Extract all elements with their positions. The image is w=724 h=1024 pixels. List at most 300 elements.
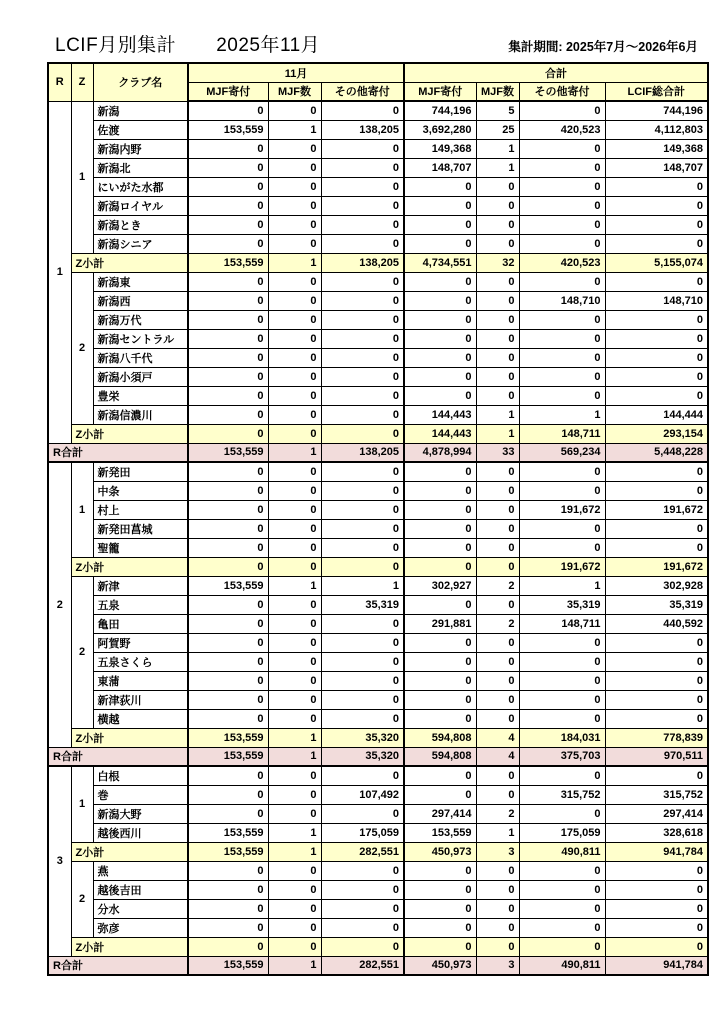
value-cell: 5,448,228 [605,443,708,462]
value-cell: 35,320 [321,747,404,766]
value-cell: 148,710 [605,291,708,310]
value-cell: 1 [476,158,519,177]
value-cell: 1 [268,842,321,861]
col-header-club: クラブ名 [93,63,188,101]
value-cell: 0 [188,291,268,310]
value-cell: 1 [476,424,519,443]
region-total-label: R合計 [48,443,188,462]
value-cell: 0 [476,329,519,348]
value-cell: 0 [605,481,708,500]
value-cell: 0 [188,804,268,823]
value-cell: 0 [188,196,268,215]
value-cell: 148,710 [519,291,605,310]
value-cell: 2 [476,614,519,633]
club-name-cell: 新発田菖城 [93,519,188,538]
value-cell: 153,559 [188,956,268,975]
value-cell: 0 [476,709,519,728]
value-cell: 0 [321,880,404,899]
value-cell: 0 [519,215,605,234]
value-cell: 1 [268,747,321,766]
value-cell: 0 [188,272,268,291]
value-cell: 0 [321,462,404,481]
value-cell: 0 [476,595,519,614]
value-cell: 0 [404,633,476,652]
value-cell: 0 [321,291,404,310]
value-cell: 293,154 [605,424,708,443]
value-cell: 0 [605,633,708,652]
value-cell: 0 [268,462,321,481]
report-month: 2025年11月 [216,35,321,56]
value-cell: 1 [476,139,519,158]
value-cell: 1 [268,120,321,139]
club-name-cell: 新潟 [93,101,188,120]
value-cell: 0 [519,519,605,538]
value-cell: 0 [268,614,321,633]
value-cell: 302,927 [404,576,476,595]
value-cell: 0 [321,766,404,785]
club-name-cell: 五泉 [93,595,188,614]
col-header-total-other-donation: その他寄付 [519,82,605,101]
value-cell: 1 [519,576,605,595]
value-cell: 0 [188,424,268,443]
value-cell: 0 [476,386,519,405]
value-cell: 0 [321,481,404,500]
value-cell: 0 [321,386,404,405]
value-cell: 0 [188,386,268,405]
table-row [48,158,708,177]
value-cell: 0 [404,177,476,196]
club-name-cell: 新潟東 [93,272,188,291]
value-cell: 0 [268,424,321,443]
value-cell: 0 [321,139,404,158]
value-cell: 1 [268,823,321,842]
value-cell: 0 [519,937,605,956]
value-cell: 450,973 [404,842,476,861]
club-name-cell: 新潟八千代 [93,348,188,367]
club-name-cell: 豊栄 [93,386,188,405]
value-cell: 0 [268,766,321,785]
value-cell: 0 [188,538,268,557]
club-name-cell: 新津 [93,576,188,595]
value-cell: 0 [404,196,476,215]
club-name-cell: にいがた水都 [93,177,188,196]
value-cell: 0 [188,880,268,899]
value-cell: 0 [188,348,268,367]
value-cell: 0 [404,519,476,538]
value-cell: 0 [476,234,519,253]
table-row [48,348,708,367]
value-cell: 0 [404,557,476,576]
value-cell: 0 [321,101,404,120]
value-cell: 315,752 [519,785,605,804]
value-cell: 148,711 [519,614,605,633]
value-cell: 0 [268,652,321,671]
value-cell: 35,320 [321,728,404,747]
value-cell: 4 [476,747,519,766]
value-cell: 153,559 [188,120,268,139]
value-cell: 0 [321,158,404,177]
value-cell: 450,973 [404,956,476,975]
club-name-cell: 新潟小須戸 [93,367,188,386]
value-cell: 148,707 [605,158,708,177]
club-name-cell: 新津荻川 [93,690,188,709]
value-cell: 0 [321,329,404,348]
value-cell: 315,752 [605,785,708,804]
value-cell: 0 [321,671,404,690]
value-cell: 0 [321,861,404,880]
value-cell: 0 [268,709,321,728]
value-cell: 0 [268,367,321,386]
value-cell: 0 [321,215,404,234]
table-row [48,671,708,690]
zone-subtotal-label: Z小計 [71,557,188,576]
value-cell: 0 [268,633,321,652]
value-cell: 0 [476,272,519,291]
value-cell: 0 [476,348,519,367]
zone-subtotal-label: Z小計 [71,253,188,272]
region-total-label: R合計 [48,747,188,766]
value-cell: 0 [605,386,708,405]
table-row [48,120,708,139]
value-cell: 0 [519,918,605,937]
club-name-cell: 佐渡 [93,120,188,139]
value-cell: 297,414 [404,804,476,823]
value-cell: 0 [404,272,476,291]
value-cell: 1 [476,823,519,842]
value-cell: 0 [605,519,708,538]
value-cell: 0 [268,234,321,253]
value-cell: 3,692,280 [404,120,476,139]
region-total-row [48,956,708,975]
club-name-cell: 分水 [93,899,188,918]
value-cell: 0 [476,766,519,785]
value-cell: 0 [476,519,519,538]
header-group-row [48,63,708,82]
value-cell: 0 [188,633,268,652]
value-cell: 0 [519,329,605,348]
value-cell: 0 [519,139,605,158]
value-cell: 0 [321,899,404,918]
value-cell: 0 [188,329,268,348]
value-cell: 0 [268,329,321,348]
club-name-cell: 阿賀野 [93,633,188,652]
value-cell: 594,808 [404,728,476,747]
value-cell: 4,878,994 [404,443,476,462]
value-cell: 0 [321,405,404,424]
value-cell: 0 [476,177,519,196]
table-row [48,234,708,253]
club-name-cell: 亀田 [93,614,188,633]
value-cell: 0 [268,481,321,500]
value-cell: 0 [188,177,268,196]
value-cell: 0 [188,462,268,481]
club-name-cell: 新潟内野 [93,139,188,158]
value-cell: 282,551 [321,956,404,975]
table-row [48,861,708,880]
value-cell: 0 [519,234,605,253]
value-cell: 0 [321,538,404,557]
value-cell: 0 [476,880,519,899]
value-cell: 490,811 [519,956,605,975]
zone-number-cell: 1 [71,766,93,842]
zone-subtotal-label: Z小計 [71,842,188,861]
value-cell: 175,059 [519,823,605,842]
value-cell: 3 [476,842,519,861]
value-cell: 144,443 [404,405,476,424]
table-row [48,386,708,405]
value-cell: 0 [404,386,476,405]
value-cell: 0 [404,329,476,348]
value-cell: 297,414 [605,804,708,823]
col-header-total-mjf-count: MJF数 [476,82,519,101]
table-row [48,823,708,842]
value-cell: 941,784 [605,842,708,861]
region-number-cell: 2 [48,462,71,747]
club-name-cell: 村上 [93,500,188,519]
value-cell: 153,559 [188,842,268,861]
value-cell: 941,784 [605,956,708,975]
value-cell: 0 [188,405,268,424]
value-cell: 0 [404,291,476,310]
value-cell: 0 [188,671,268,690]
value-cell: 490,811 [519,842,605,861]
value-cell: 0 [404,918,476,937]
report-header [55,30,698,57]
value-cell: 4,734,551 [404,253,476,272]
value-cell: 594,808 [404,747,476,766]
value-cell: 0 [321,310,404,329]
value-cell: 0 [519,861,605,880]
value-cell: 0 [268,538,321,557]
club-name-cell: 新潟信濃川 [93,405,188,424]
club-name-cell: 新潟北 [93,158,188,177]
value-cell: 0 [268,937,321,956]
value-cell: 0 [188,519,268,538]
value-cell: 440,592 [605,614,708,633]
value-cell: 0 [268,310,321,329]
value-cell: 0 [268,918,321,937]
value-cell: 0 [519,633,605,652]
value-cell: 0 [188,899,268,918]
zone-number-cell: 2 [71,272,93,424]
value-cell: 0 [321,196,404,215]
value-cell: 138,205 [321,120,404,139]
value-cell: 35,319 [519,595,605,614]
value-cell: 0 [605,215,708,234]
value-cell: 0 [268,405,321,424]
zone-subtotal-row [48,253,708,272]
value-cell: 0 [404,861,476,880]
club-name-cell: 燕 [93,861,188,880]
value-cell: 0 [321,519,404,538]
value-cell: 0 [476,785,519,804]
col-header-total-mjf-donation: MJF寄付 [404,82,476,101]
value-cell: 0 [321,633,404,652]
value-cell: 144,443 [404,424,476,443]
value-cell: 0 [321,272,404,291]
table-row [48,880,708,899]
zone-subtotal-row [48,728,708,747]
value-cell: 0 [321,918,404,937]
value-cell: 33 [476,443,519,462]
value-cell: 0 [404,709,476,728]
value-cell: 0 [321,500,404,519]
value-cell: 328,618 [605,823,708,842]
value-cell: 0 [605,880,708,899]
value-cell: 153,559 [188,443,268,462]
value-cell: 0 [605,310,708,329]
value-cell: 0 [519,462,605,481]
value-cell: 0 [519,709,605,728]
value-cell: 0 [404,785,476,804]
value-cell: 0 [476,690,519,709]
club-name-cell: 新潟シニア [93,234,188,253]
value-cell: 0 [404,671,476,690]
table-row [48,519,708,538]
value-cell: 0 [605,690,708,709]
value-cell: 0 [268,671,321,690]
club-name-cell: 新潟とき [93,215,188,234]
value-cell: 5,155,074 [605,253,708,272]
value-cell: 0 [321,937,404,956]
value-cell: 0 [605,329,708,348]
value-cell: 0 [404,690,476,709]
table-row [48,614,708,633]
value-cell: 191,672 [519,557,605,576]
value-cell: 0 [188,158,268,177]
value-cell: 1 [476,405,519,424]
value-cell: 0 [188,918,268,937]
value-cell: 0 [519,310,605,329]
zone-subtotal-row [48,557,708,576]
club-name-cell: 新発田 [93,462,188,481]
value-cell: 0 [268,348,321,367]
col-header-lcif-grand-total: LCIF総合計 [605,82,708,101]
value-cell: 184,031 [519,728,605,747]
table-row [48,367,708,386]
value-cell: 0 [268,386,321,405]
value-cell: 0 [404,310,476,329]
value-cell: 0 [268,804,321,823]
value-cell: 0 [476,633,519,652]
value-cell: 4,112,803 [605,120,708,139]
value-cell: 0 [519,899,605,918]
value-cell: 0 [188,861,268,880]
value-cell: 0 [188,367,268,386]
table-row [48,538,708,557]
table-row [48,899,708,918]
value-cell: 0 [476,196,519,215]
value-cell: 4 [476,728,519,747]
value-cell: 0 [519,880,605,899]
value-cell: 0 [519,196,605,215]
value-cell: 0 [268,861,321,880]
col-group-month: 11月 [188,63,404,82]
value-cell: 0 [605,177,708,196]
value-cell: 153,559 [188,253,268,272]
value-cell: 0 [519,766,605,785]
value-cell: 191,672 [605,500,708,519]
club-name-cell: 新潟大野 [93,804,188,823]
value-cell: 420,523 [519,120,605,139]
value-cell: 0 [605,671,708,690]
club-name-cell: 中条 [93,481,188,500]
value-cell: 0 [268,215,321,234]
value-cell: 0 [476,291,519,310]
value-cell: 0 [605,861,708,880]
value-cell: 0 [268,158,321,177]
value-cell: 0 [476,310,519,329]
lcif-monthly-table [47,62,709,976]
value-cell: 0 [268,272,321,291]
value-cell: 0 [188,785,268,804]
club-name-cell: 新潟万代 [93,310,188,329]
value-cell: 0 [476,481,519,500]
value-cell: 0 [476,462,519,481]
table-row [48,329,708,348]
value-cell: 0 [268,880,321,899]
value-cell: 1 [268,728,321,747]
zone-subtotal-label: Z小計 [71,424,188,443]
value-cell: 138,205 [321,253,404,272]
table-row [48,576,708,595]
value-cell: 0 [188,614,268,633]
zone-subtotal-row [48,842,708,861]
value-cell: 0 [519,481,605,500]
value-cell: 0 [321,709,404,728]
value-cell: 0 [605,272,708,291]
value-cell: 0 [605,348,708,367]
value-cell: 0 [476,671,519,690]
club-name-cell: 東蒲 [93,671,188,690]
value-cell: 0 [268,291,321,310]
zone-subtotal-label: Z小計 [71,937,188,956]
col-header-month-mjf-donation: MJF寄付 [188,82,268,101]
value-cell: 0 [605,918,708,937]
value-cell: 0 [605,709,708,728]
value-cell: 138,205 [321,443,404,462]
table-row [48,633,708,652]
value-cell: 1 [519,405,605,424]
value-cell: 0 [268,785,321,804]
value-cell: 0 [321,690,404,709]
value-cell: 0 [404,538,476,557]
value-cell: 375,703 [519,747,605,766]
club-name-cell: 聖籠 [93,538,188,557]
value-cell: 0 [519,538,605,557]
table-row [48,196,708,215]
table-row [48,405,708,424]
value-cell: 0 [321,804,404,823]
value-cell: 0 [188,766,268,785]
zone-number-cell: 1 [71,462,93,557]
value-cell: 0 [188,310,268,329]
club-name-cell: 越後西川 [93,823,188,842]
value-cell: 0 [321,424,404,443]
aggregation-period: 集計期間: 2025年7月～2026年6月 [508,40,698,54]
value-cell: 0 [605,196,708,215]
table-row [48,215,708,234]
value-cell: 0 [188,937,268,956]
club-name-cell: 新潟ロイヤル [93,196,188,215]
value-cell: 0 [404,652,476,671]
value-cell: 0 [605,899,708,918]
value-cell: 420,523 [519,253,605,272]
region-number-cell: 3 [48,766,71,956]
value-cell: 0 [519,690,605,709]
value-cell: 0 [519,348,605,367]
value-cell: 144,444 [605,405,708,424]
